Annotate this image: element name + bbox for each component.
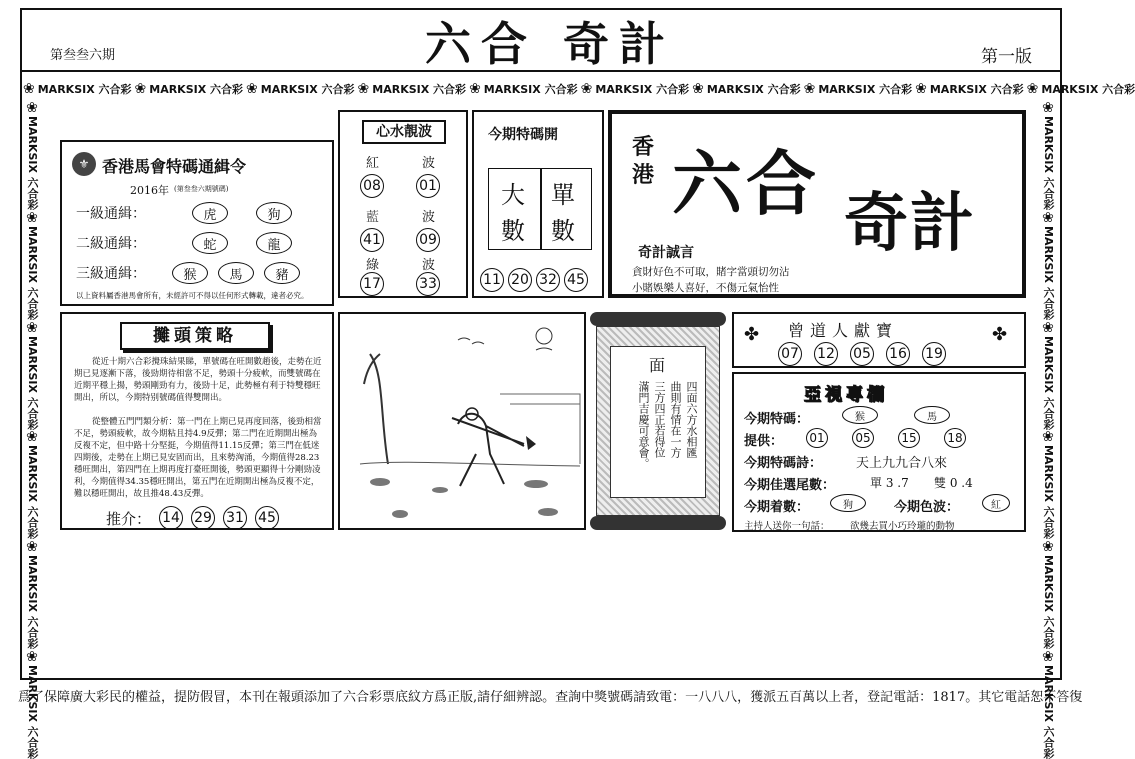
saint-number: 07 (778, 342, 802, 366)
strategy-paragraph-1: 從近十期六合彩攪珠結果睇，單號碼在旺開數趙後，走勢在近期已見逐漸下落，後勁期待相當不足，勢頭十分疲軟，而雙號碼在近期平穩上揚，勢頭剛勁有力，後勁十足，此勢極有利于特雙穩旺開出，所以，今期特别號碼值得雙開出。 (74, 357, 322, 403)
big-char-2: 數 (501, 217, 525, 245)
tv-provide-label: 提供： (744, 434, 784, 449)
wave-number: 09 (416, 228, 440, 252)
tv-special-item: 馬 (914, 406, 950, 424)
scroll-rod-bottom (590, 516, 726, 530)
special-title: 今期特碼開 (488, 127, 558, 143)
marksix-strip-text: MARKSIX 六合彩 (26, 116, 39, 210)
atv-column-panel (732, 372, 1026, 532)
tv-tail-even: 雙 0 .4 (934, 476, 973, 490)
marksix-strip-text: MARKSIX 六合彩 (1042, 116, 1055, 210)
odd-char-2: 數 (551, 217, 575, 245)
saint-treasure-panel (732, 312, 1026, 368)
poem-line: 曲則有情在一方 (669, 381, 682, 458)
flower-icon: ❀ (580, 81, 593, 97)
flower-icon: ❀ (803, 81, 816, 97)
flower-icon: ❀ (1026, 81, 1039, 97)
tv-poem: 天上九九合八來 (856, 456, 948, 471)
wave-number: 08 (360, 174, 384, 198)
marksix-strip-text: MARKSIX 六合彩 (1042, 664, 1055, 759)
tv-tail-label: 今期佳選尾數： (744, 478, 836, 493)
wave-color-red: 紅 (366, 156, 380, 171)
recommend-number: 14 (159, 506, 183, 530)
tv-special-item: 猴 (842, 406, 878, 424)
grid-divider (540, 169, 542, 249)
wave-color-blue: 藍 (366, 210, 380, 225)
recommend-number: 31 (223, 506, 247, 530)
flower-icon: ❀ (1040, 648, 1056, 665)
region-char: 港 (632, 163, 655, 188)
flower-icon: ❀ (1040, 100, 1056, 116)
scroll-rod-top (590, 312, 726, 326)
special-numbers (480, 268, 588, 292)
flower-icon: ❀ (24, 648, 40, 665)
hkjc-logo-icon: ⚜ (72, 152, 96, 176)
flower-icon: ❀ (692, 81, 704, 97)
lucky-waves-panel (338, 110, 468, 298)
marksix-strip-text: MARKSIX 六合彩 (260, 83, 355, 96)
marksix-strip-text: MARKSIX 六合彩 (595, 83, 690, 96)
wave-suffix: 波 (422, 258, 436, 273)
tv-color-label: 今期色波： (894, 500, 960, 515)
level-label: 三級通緝： (76, 266, 146, 282)
poem-line: 四面六方水相匯 (685, 381, 698, 458)
special-number: 11 (480, 268, 504, 292)
saint-numbers (778, 342, 946, 366)
marksix-strip-text: MARKSIX 六合彩 (26, 445, 39, 540)
wave-color-green: 綠 (366, 258, 380, 273)
special-number: 32 (536, 268, 560, 292)
marksix-strip-text: MARKSIX 六合彩 (929, 83, 1024, 96)
strategy-title: 攤頭策略 (120, 322, 270, 350)
motto-title: 奇計誠言 (638, 245, 694, 261)
tv-provide-numbers (806, 428, 966, 448)
marksix-strip-text: MARKSIX 六合彩 (26, 335, 39, 430)
flower-icon: ❀ (24, 209, 40, 226)
strategy-recommend (106, 506, 279, 530)
flower-icon: ❀ (1040, 319, 1056, 336)
flower-icon: ❀ (24, 100, 40, 116)
special-number: 20 (508, 268, 532, 292)
saint-number: 16 (886, 342, 910, 366)
footer-notice: 爲了保障廣大彩民的權益，提防假冒，本刊在報頭添加了六合彩票底紋方爲正版,請仔細辨認。查詢中獎號碼請致電：一八八八，獲派五百萬以上者，登記電話：1817。其它電話恕不答復 (18, 690, 1083, 705)
poem-scroll (590, 312, 726, 530)
zodiac-oval: 狗 (256, 202, 292, 224)
tv-tail-odd: 單 3 .7 (870, 476, 909, 490)
decree-level-1 (76, 202, 292, 224)
poem-line: 滿門吉慶可意會。 (637, 381, 650, 469)
tv-number: 01 (806, 428, 828, 448)
flower-icon: ❀ (246, 81, 258, 97)
ornament-icon: ✤ (992, 324, 1008, 345)
strategy-panel (60, 312, 334, 530)
recommend-number: 29 (191, 506, 215, 530)
zodiac-oval: 猴 (172, 262, 208, 284)
tv-host-label: 主持人送你一句話： (744, 521, 830, 532)
monk-drawing-icon (340, 314, 584, 528)
wave-number: 01 (416, 174, 440, 198)
flower-icon: ❀ (1040, 539, 1056, 556)
decree-title: 香港馬會特碼通緝令 (102, 157, 247, 176)
level-label: 一級通緝： (76, 206, 146, 222)
tv-animal: 狗 (830, 494, 866, 512)
marksix-strip-text: MARKSIX 六合彩 (149, 83, 244, 96)
marksix-strip-text: MARKSIX 六合彩 (372, 83, 467, 96)
wave-number: 17 (360, 272, 384, 296)
marksix-strip-text: MARKSIX 六合彩 (26, 555, 39, 649)
scroll-inner (610, 346, 706, 498)
decree-level-3 (76, 262, 300, 284)
flower-icon: ❀ (24, 319, 40, 336)
flower-icon: ❀ (469, 81, 481, 97)
tv-animal-label: 今期着數： (744, 500, 810, 515)
marksix-strip-text: MARKSIX 六合彩 (37, 83, 132, 96)
marksix-strip-text: MARKSIX 六合彩 (706, 83, 801, 96)
flower-icon: ❀ (24, 429, 40, 446)
edition-label: 第一版 (981, 47, 1032, 67)
saint-title: 曾道人獻寶 (788, 321, 899, 340)
marksix-strip-text: MARKSIX 六合彩 (1041, 83, 1135, 96)
monk-illustration (338, 312, 586, 530)
issue-number: 第叁叁六期 (50, 48, 116, 63)
tv-number: 15 (898, 428, 920, 448)
flower-icon: ❀ (1040, 209, 1056, 226)
tv-title: 亞視專欄 (804, 385, 888, 405)
zodiac-oval: 蛇 (192, 232, 228, 254)
poem-line: 三方四正若得位 (653, 381, 666, 458)
tv-poem-label: 今期特碼詩： (744, 456, 823, 471)
flower-icon: ❀ (23, 81, 35, 97)
saint-number: 05 (850, 342, 874, 366)
decree-year-note: (第叁叁六期號碼) (174, 185, 229, 193)
ornament-icon: ✤ (744, 324, 760, 345)
page-title: 六合 奇計 (424, 17, 675, 71)
brand-banner (608, 110, 1026, 298)
flower-icon: ❀ (357, 81, 370, 97)
scroll-title: 面 (649, 356, 666, 375)
wave-number: 41 (360, 228, 384, 252)
motto-line: 貪財好色不可取，賭字當頭切勿沾 (632, 266, 790, 278)
wave-suffix: 波 (422, 210, 436, 225)
marksix-strip-text: MARKSIX 六合彩 (1042, 225, 1055, 320)
saint-number: 12 (814, 342, 838, 366)
saint-number: 19 (922, 342, 946, 366)
marksix-strip-text: MARKSIX 六合彩 (1042, 335, 1055, 430)
marksix-strip-text: MARKSIX 六合彩 (1042, 445, 1055, 540)
flower-icon: ❀ (24, 539, 40, 556)
decree-level-2 (76, 232, 292, 254)
zodiac-oval: 龍 (256, 232, 292, 254)
tv-host-quote: 欲幾去買小巧玲瓏的動物 (850, 521, 955, 532)
zodiac-oval: 虎 (192, 202, 228, 224)
flower-icon: ❀ (1040, 429, 1056, 446)
zodiac-oval: 豬 (264, 262, 300, 284)
marksix-strip-text: MARKSIX 六合彩 (483, 83, 578, 96)
decree-note: 以上資料屬香港馬會所有，未經許可不得以任何形式轉載，違者必究。 (76, 291, 309, 300)
recommend-label: 推介： (106, 509, 152, 528)
marksix-strip-text: MARKSIX 六合彩 (26, 664, 39, 759)
recommend-number: 45 (255, 506, 279, 530)
zodiac-oval: 馬 (218, 262, 254, 284)
big-char-1: 大 (501, 181, 525, 209)
special-number-panel (472, 110, 604, 298)
special-grid (488, 168, 592, 250)
tv-number: 05 (852, 428, 874, 448)
tv-color: 紅 (982, 494, 1010, 512)
banner-title-2: 奇計 (844, 187, 976, 261)
odd-char-1: 單 (551, 181, 575, 209)
decree-year: 2016年 (130, 184, 169, 197)
flower-icon: ❀ (134, 81, 147, 97)
tv-number: 18 (944, 428, 966, 448)
marksix-strip-text: MARKSIX 六合彩 (818, 83, 913, 96)
banner-title-1: 六合 (672, 143, 820, 225)
region-char: 香 (632, 135, 655, 160)
level-label: 二級通緝： (76, 236, 146, 252)
waves-title: 心水靚波 (362, 120, 446, 144)
flower-icon: ❀ (915, 81, 927, 97)
motto-line: 小賭娛樂人喜好，不傷元氣怡性 (632, 282, 779, 294)
wanted-decree-panel (60, 140, 334, 306)
banner-region (632, 134, 654, 190)
marksix-strip-text: MARKSIX 六合彩 (1042, 555, 1055, 649)
strategy-paragraph-2: 從整體五門門類分析：第一門在上期已見再度回落，後勁相當不足，勢頭疲軟，故今期粘且持4.9反彈；第二門在近期開出極為反複不定，但中路十分堅挺，今期值得11.15反彈；第三門在低迷四期後，走勢在上期已見安固而出，且來勢洶涌，今期值得28.23穩旺開出，第四門在上期再度打臺旺開後，勢頭更顯得十分剛勁凌利，今期值得34.35穩旺開出，第五門在近期開出極為反複不定，難以穩旺開出，故且推48.43反彈。 (74, 417, 322, 499)
marksix-strip-text: MARKSIX 六合彩 (26, 225, 39, 320)
wave-number: 33 (416, 272, 440, 296)
wave-suffix: 波 (422, 156, 436, 171)
tv-special-label: 今期特碼： (744, 412, 810, 427)
special-number: 45 (564, 268, 588, 292)
